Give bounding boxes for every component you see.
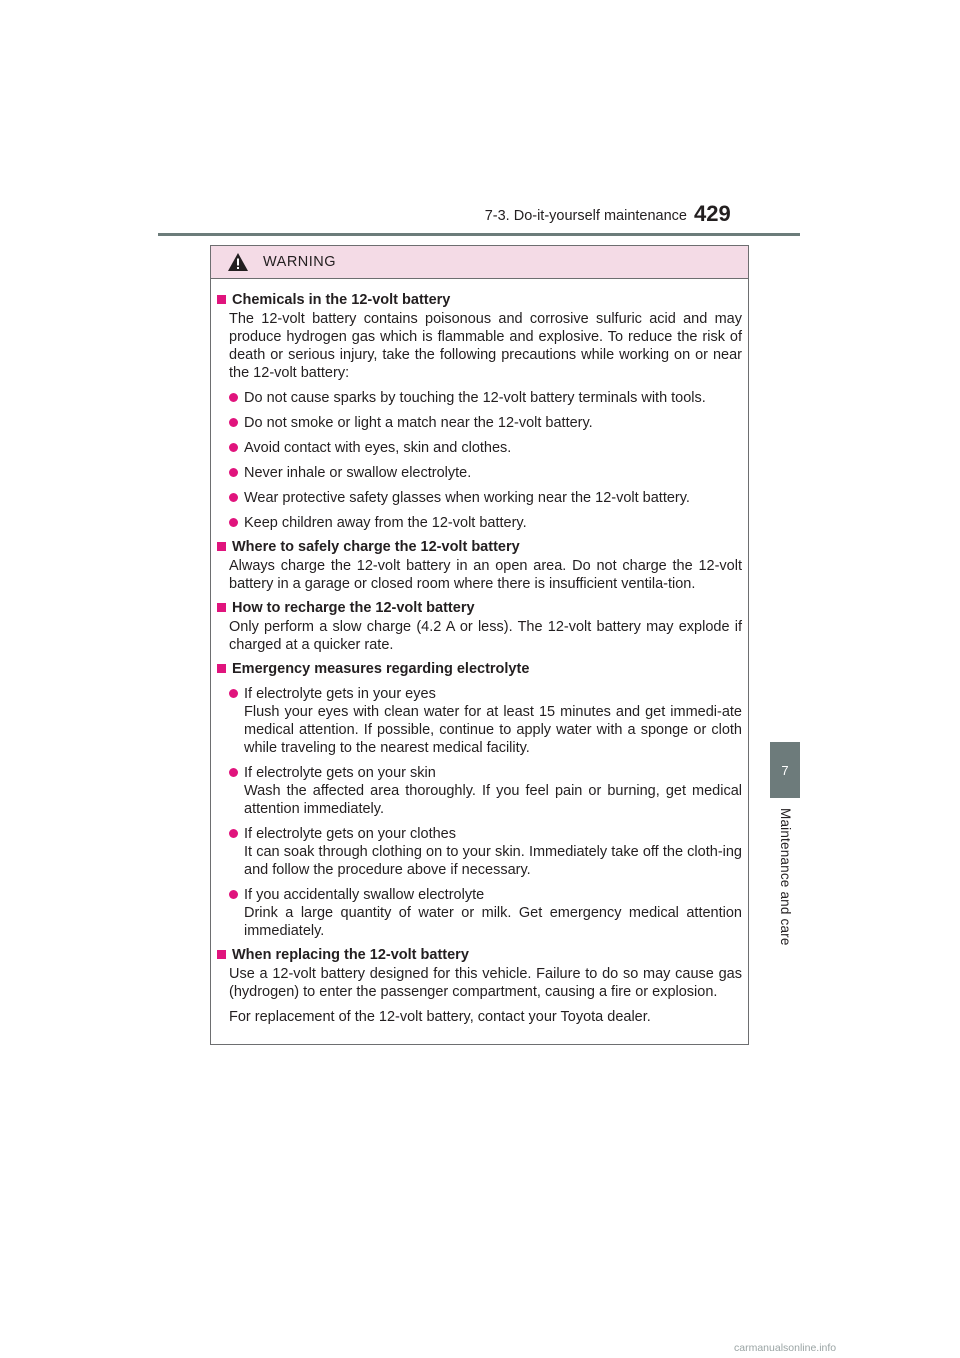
bullet-text: Wear protective safety glasses when working near the 12-volt battery. [244, 490, 690, 506]
section-heading [217, 599, 742, 617]
warning-title: WARNING [263, 254, 337, 270]
warning-section [217, 660, 742, 940]
bullet-item [229, 764, 742, 818]
bullet-item [229, 825, 742, 879]
section-heading-text: Chemicals in the 12-volt battery [232, 292, 451, 308]
running-header-section: 7-3. Do-it-yourself maintenance [484, 208, 687, 224]
circle-bullet-icon [229, 493, 238, 502]
section-heading [217, 291, 742, 309]
circle-bullet-icon [229, 468, 238, 477]
bullet-text: Never inhale or swallow electrolyte. [244, 465, 472, 481]
bullet-text: If you accidentally swallow electrolyte Drink a large quantity of water or milk. Get emergency medical attention immediately. [244, 887, 742, 939]
circle-bullet-icon [229, 418, 238, 427]
section-paragraph: Always charge the 12-volt battery in an open area. Do not charge the 12-volt battery in a garage or closed room where there is insufficient ventila-tion. [229, 558, 742, 592]
header-divider [158, 233, 800, 236]
section-heading-text: Where to safely charge the 12-volt battery [232, 539, 520, 555]
bullet-text: Keep children away from the 12-volt battery. [244, 515, 527, 531]
warning-body [211, 279, 748, 1026]
chapter-tab-number: 7 [781, 762, 789, 778]
section-heading-text: How to recharge the 12-volt battery [232, 600, 475, 616]
bullet-item [229, 886, 742, 940]
warning-box [210, 245, 749, 1045]
section-heading [217, 946, 742, 964]
section-heading-text: Emergency measures regarding electrolyte [232, 661, 530, 677]
circle-bullet-icon [229, 890, 238, 899]
bullet-text: If electrolyte gets in your eyes Flush your eyes with clean water for at least 15 minutes and get immedi-ate medical attention. If possible, continue to apply water with a sponge or cloth while traveling to the nearest medical facility. [244, 686, 742, 756]
circle-bullet-icon [229, 689, 238, 698]
circle-bullet-icon [229, 768, 238, 777]
warning-section [217, 538, 742, 593]
section-heading [217, 538, 742, 556]
square-bullet-icon [217, 664, 226, 673]
square-bullet-icon [217, 603, 226, 612]
section-paragraph: The 12-volt battery contains poisonous and corrosive sulfuric acid and may produce hydrogen gas which is flammable and explosive. To reduce the risk of death or serious injury, take the following precautions while working on or near the 12-volt battery: [229, 311, 742, 381]
chapter-tab[interactable] [770, 742, 800, 798]
bullet-text: If electrolyte gets on your clothes It can soak through clothing on to your skin. Immediately take off the cloth-ing and follow the procedure above if necessary. [244, 826, 742, 878]
warning-section [217, 946, 742, 1026]
bullet-item [229, 389, 742, 407]
bullet-item [229, 514, 742, 532]
circle-bullet-icon [229, 443, 238, 452]
bullet-item [229, 439, 742, 457]
square-bullet-icon [217, 950, 226, 959]
bullet-item [229, 685, 742, 757]
section-heading-text: When replacing the 12-volt battery [232, 947, 469, 963]
warning-section [217, 599, 742, 654]
square-bullet-icon [217, 542, 226, 551]
bullet-text: Do not smoke or light a match near the 12-volt battery. [244, 415, 593, 431]
warning-section [217, 291, 742, 532]
chapter-tab-label: Maintenance and care [778, 808, 793, 946]
square-bullet-icon [217, 295, 226, 304]
page-number: 429 [694, 201, 731, 226]
circle-bullet-icon [229, 518, 238, 527]
section-paragraph: Use a 12-volt battery designed for this vehicle. Failure to do so may cause gas (hydrogen) to enter the passenger compartment, causing a fire or explosion. [229, 966, 742, 1000]
section-paragraph: Only perform a slow charge (4.2 A or less). The 12-volt battery may explode if charged at a quicker rate. [229, 619, 742, 653]
circle-bullet-icon [229, 393, 238, 402]
watermark: carmanualsonline.info [734, 1342, 837, 1354]
bullet-text: Do not cause sparks by touching the 12-volt battery terminals with tools. [244, 390, 706, 406]
bullet-text: Avoid contact with eyes, skin and clothes. [244, 440, 512, 456]
bullet-item [229, 414, 742, 432]
bullet-item [229, 489, 742, 507]
bullet-text: If electrolyte gets on your skin Wash the affected area thoroughly. If you feel pain or burning, get medical attention immediately. [244, 765, 742, 817]
warning-header [211, 246, 748, 279]
circle-bullet-icon [229, 829, 238, 838]
section-paragraph: For replacement of the 12-volt battery, contact your Toyota dealer. [229, 1009, 651, 1025]
warning-triangle-icon [227, 252, 249, 272]
bullet-item [229, 464, 742, 482]
section-heading [217, 660, 742, 678]
